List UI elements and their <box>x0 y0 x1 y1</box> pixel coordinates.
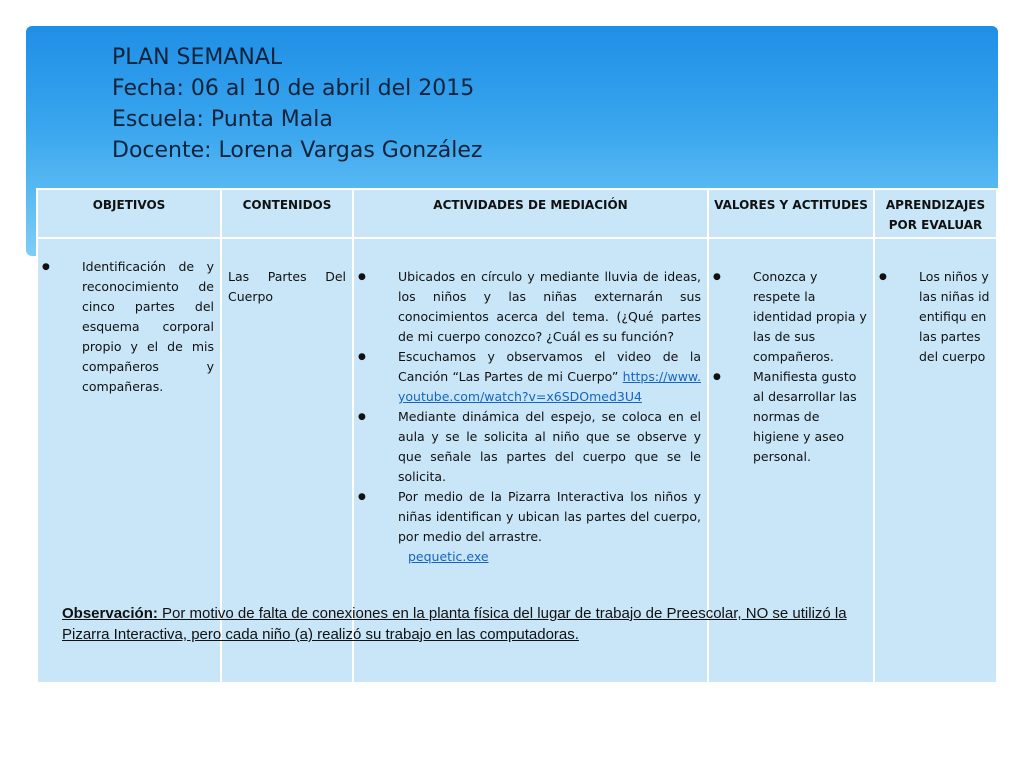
header-valores: VALORES Y ACTITUDES <box>708 189 874 238</box>
bullet-icon: ● <box>42 262 50 272</box>
header-objetivos: OBJETIVOS <box>37 189 221 238</box>
bullet-icon: ● <box>358 352 366 362</box>
bullet-icon: ● <box>358 272 366 282</box>
plan-title: PLAN SEMANAL <box>112 45 283 70</box>
observation-label: Observación: <box>62 605 158 622</box>
list-item: ● Mediante dinámica del espejo, se coloca en el aula y se le solicita al niño que se observe y que señale las partes del cuerpo que se le solicita. <box>356 407 701 487</box>
bullet-icon: ● <box>358 412 366 422</box>
teacher-line: Docente: Lorena Vargas González <box>112 138 483 163</box>
list-item: ● Ubicados en círculo y mediante lluvia de ideas, los niños y las niñas externarán sus conocimientos acerca del tema. (¿Qué partes de mi cuerpo conozco? ¿Cuál es su función? <box>356 267 701 347</box>
list-item: ● Escuchamos y observamos el video de la Canción “Las Partes de mi Cuerpo” https://www.youtube.com/watch?v=x6SDOmed3U4 <box>356 347 701 407</box>
header-aprendizajes: APRENDIZAJES POR EVALUAR <box>874 189 997 238</box>
list-item: ● Identificación de y reconocimiento de cinco partes del esquema corporal propio y el de mis compañeros y compañeras. <box>40 257 214 397</box>
contenidos-cell: Las Partes Del Cuerpo <box>221 238 353 683</box>
bullet-icon: ● <box>713 372 721 382</box>
date-line: Fecha: 06 al 10 de abril del 2015 <box>112 76 475 101</box>
list-item: ● Por medio de la Pizarra Interactiva los niños y niñas identifican y ubican las partes del cuerpo, por medio del arrastre. <box>356 487 701 547</box>
bullet-icon: ● <box>713 272 721 282</box>
observation-line-2: Pizarra Interactiva, pero cada niño (a) realizó su trabajo en las computadoras. <box>62 626 579 643</box>
observation-line-1: Por motivo de falta de conexiones en la planta física del lugar de trabajo de Preescolar, NO se utilizó la <box>157 605 847 622</box>
video-link[interactable]: https://www.youtube.com/watch?v=x6SDOmed3U4 <box>398 369 701 404</box>
header-actividades: ACTIVIDADES DE MEDIACIÓN <box>353 189 708 238</box>
list-item: ● Conozca y respete la identidad propia y las de sus compañeros. <box>711 267 867 367</box>
plan-title-block <box>112 42 482 166</box>
observation-note <box>62 603 962 645</box>
bullet-icon: ● <box>358 492 366 502</box>
list-item: ● Los niños y las niñas identifiqu en las partes del cuerpo <box>877 267 990 367</box>
list-item: ● Manifiesta gusto al desarrollar las normas de higiene y aseo personal. <box>711 367 867 467</box>
header-contenidos: CONTENIDOS <box>221 189 353 238</box>
school-line: Escuela: Punta Mala <box>112 107 333 132</box>
pequetic-link[interactable]: pequetic.exe <box>408 549 489 564</box>
bullet-icon: ● <box>879 272 887 282</box>
